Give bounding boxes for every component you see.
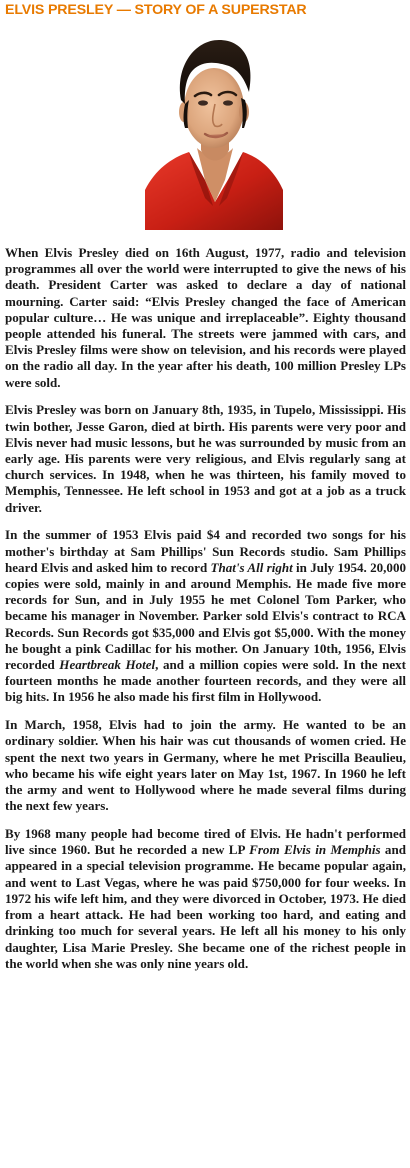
- paragraph-early-life: [5, 402, 406, 515]
- paragraph-army: [5, 717, 406, 814]
- paragraph-first-records-text-3: , and a million copies were sold. In the next fourteen months he made another fourteen records, and they were all big hits. In 1956 he also made his first film in Hollywood.: [5, 657, 406, 705]
- paragraph-later-life-text-1: By 1968 many people had become tired of Elvis. He hadn't performed live since 1960. But he recorded a new LP: [5, 826, 406, 858]
- paragraph-first-records: [5, 527, 406, 705]
- paragraph-death: [5, 245, 406, 391]
- song-title-thats-all-right: That's All right: [210, 559, 293, 575]
- album-title-from-elvis-in-memphis: From Elvis in Memphis: [249, 842, 381, 858]
- paragraph-death-text: When Elvis Presley died on 16th August, 1977, radio and television programmes all over the world were interrupted to give the news of his death. President Carter was asked to declare a day of national mourning. Carter said: “Elvis Presley changed the face of American popular culture… He was unique and irreplaceable”. Eighty thousand people attended his funeral. The streets were jammed with cars, and Elvis Presley films were show on television, and his records were played on the radio all day. In the year after his death, 100 million Presley LPs were sold.: [5, 245, 406, 390]
- paragraph-army-text: In March, 1958, Elvis had to join the army. He wanted to be an ordinary soldier. When his hair was cut thousands of women cried. He spent the next two years in Germany, where he met Priscilla Beaulieu, who became his wife eight years later on May 1st, 1967. In 1960 he left the army and went to Hollywood where he made several films during the next few years.: [5, 717, 406, 814]
- article-body: [5, 245, 406, 972]
- paragraph-early-life-text: Elvis Presley was born on January 8th, 1935, in Tupelo, Mississippi. His twin bother, Jesse Garon, died at birth. His parents were very poor and Elvis never had music lessons, but he was surrounded by music from an early age. His parents were very religious, and Elvis regularly sang at church services. In 1948, when he was thirteen, his family moved to Memphis, Tennessee. He left school in 1953 and got at a job as a truck driver.: [5, 402, 406, 515]
- portrait-container: [0, 21, 410, 233]
- song-title-heartbreak-hotel: Heartbreak Hotel: [59, 657, 156, 673]
- paragraph-first-records-text-2: in July 1954. 20,000 copies were sold, mainly in and around Memphis. He made five more records for Sun, and in July 1955 he met Colonel Tom Parker, who became his manager in November. Parker sold Elvis's contract to RCA Records. Sun Records got $35,000 and Elvis got $5,000. With the money he bought a pink Cadillac for his mother. On January 10th, 1956, Elvis recorded: [5, 559, 406, 673]
- elvis-portrait-image: [145, 30, 283, 230]
- paragraph-later-life-text-2: and appeared in a special television programme. He became popular again, and went to Last Vegas, where he was paid $750,000 for four weeks. In 1972 his wife left him, and they were divorced in October, 1973. He died from a heart attack. He had been working too hard, and eating and drinking too much for several years. He left all his money to his only daughter, Lisa Marie Presley. She became one of the richest people in the world when she was only nine years old.: [5, 842, 406, 971]
- paragraph-first-records-text-1: In the summer of 1953 Elvis paid $4 and recorded two songs for his mother's birthday at Sam Phillips' Sun Records studio. Sam Phillips heard Elvis and asked him to record: [5, 527, 406, 575]
- paragraph-later-life: [5, 826, 406, 972]
- page-title: ELVIS PRESLEY — STORY OF A SUPERSTAR: [5, 2, 307, 18]
